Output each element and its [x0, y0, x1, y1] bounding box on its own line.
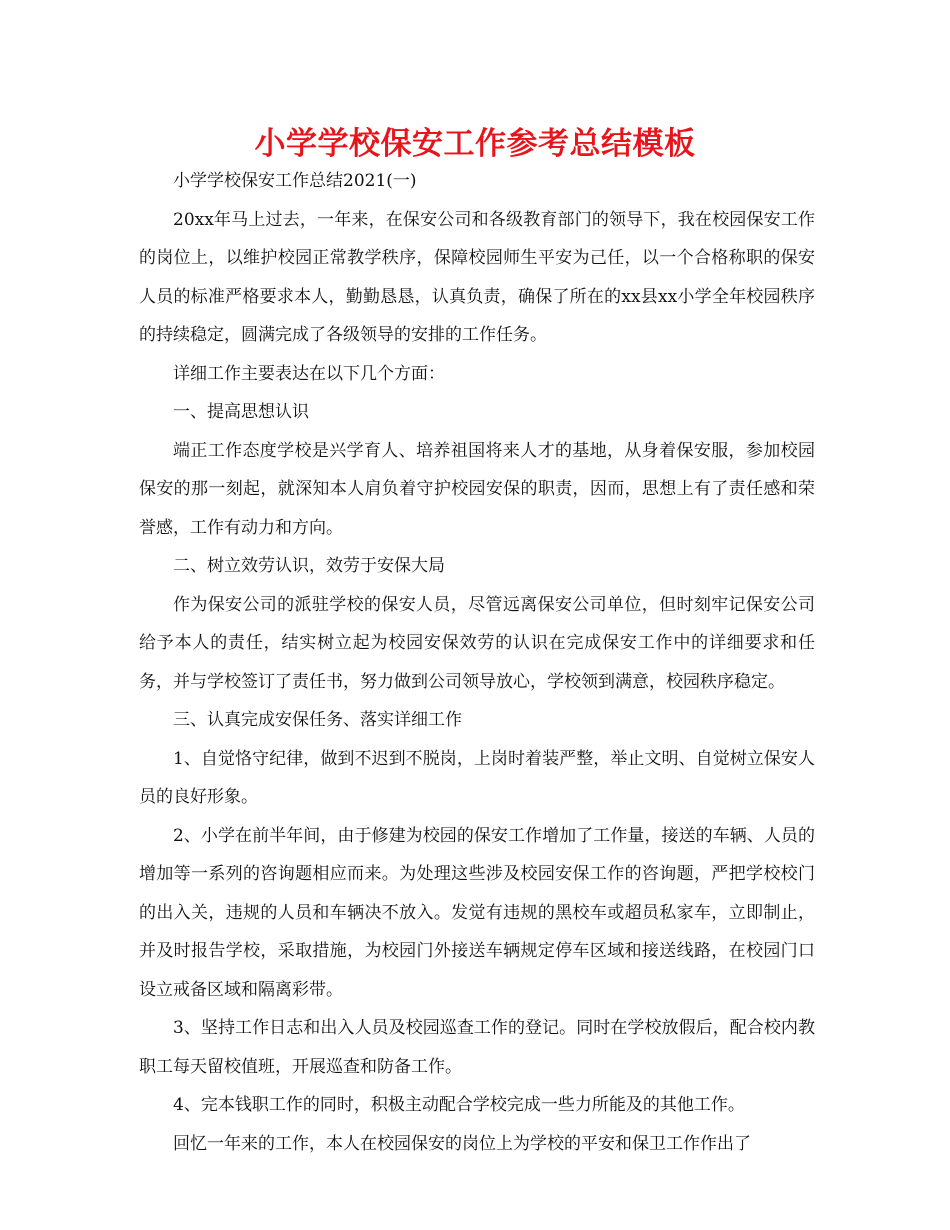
section-2-paragraph: 作为保安公司的派驻学校的保安人员，尽管远离保安公司单位，但时刻牢记保安公司给予本人的责任，结实树立起为校园安保效劳的认识在完成保安工作中的详细要求和任务，并与学校签订了责任书，努力做到公司领导放心，学校领到满意，校园秩序稳定。	[139, 594, 815, 692]
item-2-paragraph: 2、小学在前半年间，由于修建为校园的保安工作增加了工作量，接送的车辆、人员的增加等一系列的咨询题相应而来。为处理这些涉及校园安保工作的咨询题，严把学校校门的出入关，违规的人员和车辆决不放入。发觉有违规的黑校车或超员私家车，立即制止，并及时报告学校，采取措施，为校园门外接送车辆规定停车区域和接送线路，在校园门口设立戒备区域和隔离彩带。	[139, 825, 815, 1000]
subtitle-paragraph: 小学学校保安工作总结2021(一)	[173, 171, 417, 191]
section-heading-3: 三、认真完成安保任务、落实详细工作	[173, 710, 462, 730]
item-3-paragraph: 3、坚持工作日志和出入人员及校园巡查工作的登记。同时在学校放假后，配合校内教职工每天留校值班，开展巡查和防备工作。	[139, 1018, 815, 1077]
intro-paragraph: 20xx年马上过去，一年来，在保安公司和各级教育部门的领导下，我在校园保安工作的岗位上，以维护校园正常教学秩序，保障校园师生平安为己任，以一个合格称职的保安人员的标准严格要求本人，勤勤恳恳，认真负责，确保了所在的xx县xx小学全年校园秩序的持续稳定，圆满完成了各级领导的安排的工作任务。	[139, 209, 815, 345]
item-4-paragraph: 4、完本钱职工作的同时，积极主动配合学校完成一些力所能及的其他工作。	[173, 1095, 745, 1115]
item-1-paragraph: 1、自觉恪守纪律，做到不迟到不脱岗，上岗时着装严整，举止文明、自觉树立保安人员的良好形象。	[139, 748, 815, 807]
overview-paragraph: 详细工作主要表达在以下几个方面：	[173, 363, 445, 384]
section-1-paragraph: 端正工作态度学校是兴学育人、培养祖国将来人才的基地，从身着保安服，参加校园保安的那一刻起，就深知本人肩负着守护校园安保的职责，因而，思想上有了责任感和荣誉感，工作有动力和方向。	[139, 440, 815, 538]
document-title: 小学学校保安工作参考总结模板	[254, 126, 696, 162]
review-paragraph: 回忆一年来的工作，本人在校园保安的岗位上为学校的平安和保卫工作作出了	[173, 1133, 751, 1154]
document-body	[139, 162, 815, 1163]
section-heading-2: 二、树立效劳认识，效劳于安保大局	[173, 556, 445, 576]
section-heading-1: 一、提高思想认识	[173, 402, 309, 422]
